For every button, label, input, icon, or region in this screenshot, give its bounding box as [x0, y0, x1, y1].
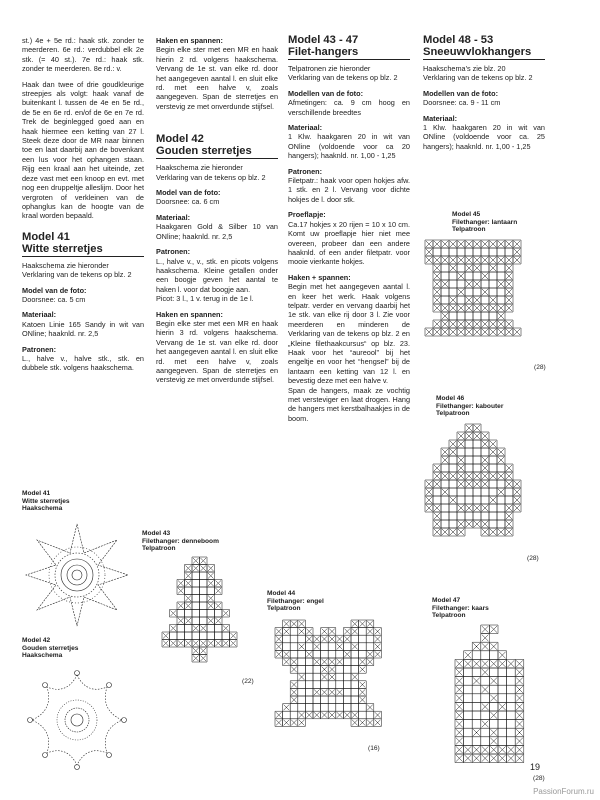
section-text: 1 Klw. haakgaren 20 in wit van ONline (voldoende voor ca. 25 hangers); haaknld. nr. 1,00 - 1,25: [423, 123, 545, 151]
intro-line: Haakschema's zie blz. 20: [423, 64, 506, 73]
section-label: Model van de foto:: [156, 188, 221, 198]
caption-line: Gouden sterretjes: [22, 644, 79, 652]
section-text: L., halve v., halve stk., stk. en dubbele stk. volgens haakschema.: [22, 353, 144, 373]
section-label: Patronen:: [22, 344, 57, 354]
filet-chart-model-46: [425, 424, 521, 564]
model-heading: [423, 34, 545, 60]
intro-line: Verklaring van de tekens op blz. 2: [423, 73, 533, 83]
section-text: Ca.17 hokjes x 20 rijen = 10 x 10 cm. Komt uw proeflapje hier niet mee overeen, probeer dan een andere haaknld. of een ander filetpatr. voor mooie vierkante hokjes.: [288, 219, 410, 267]
caption-line: Filethanger: kaars: [432, 604, 489, 612]
page-number: 19: [529, 762, 540, 772]
model-subtitle: Sneeuwvlokhangers: [423, 46, 545, 60]
section-text: Begin elke ster met een MR en haak hierin 2 rd. volgens haakschema. Vervang de 1e st. van elke rd. door het aangegeven aantal l. en sluit elke rd. met een halve v, zoals aangegeven. Span de sterretjes en verstevig ze met onverdunde stijfsel.: [156, 45, 278, 111]
section-text: Doorsnee: ca. 5 cm: [22, 294, 86, 304]
section-label: Materiaal:: [423, 113, 458, 123]
column-3: [288, 34, 410, 429]
model-title: Model 42: [156, 133, 204, 146]
section-text: Begin elke ster met een MR en haak hierin 3 rd. volgens haakschema. Vervang de 1e st. van elke rd. door het aangegeven aantal l. en sluit elke rd. met een halve v, zoals aangegeven. Span de sterretjes en verstevig ze met onverdunde stijfsel.: [156, 318, 278, 385]
section-text: Begin met het aangegeven aantal l. en keer het werk. Haak volgens telpatr. verder en vervang daarbij het 1e stk. van elke rij door 3 l. Zie voor meerderen en minderen de Verklaring van de tekens op blz. 2 en „Kleine filethaakcursus“ op blz. 23. Haak voor het “aureool” bij het engeltje en voor het “hengsel” bij de lantaarn een ketting van 12 l. en bevestig deze met een halve v.: [288, 282, 410, 386]
section-label: Patronen:: [288, 166, 323, 176]
model-title: Model 48 - 53: [423, 34, 494, 46]
stitch-count-46: (28): [527, 555, 539, 562]
section-text: Filetpatr.: haak voor open hokjes afw. 1 stk. en 2 l. Vervang voor dichte hokjes de l. door stk.: [288, 176, 410, 204]
caption-line: Model 41: [22, 490, 51, 497]
caption-line: Model 46: [436, 395, 465, 402]
star-diagram-model-42: [22, 665, 132, 775]
stitch-count-45: (28): [534, 364, 546, 371]
caption-line: Model 45: [452, 211, 481, 218]
section-label: Materiaal:: [288, 123, 323, 133]
section-label: Patronen:: [156, 247, 191, 257]
caption-line: Model 43: [142, 530, 171, 537]
caption-line: Telpatroon: [432, 612, 466, 620]
column-2: [156, 36, 278, 391]
section-text: 1 Klw. haakgaren 20 in wit van ONline (voldoende voor ca 20 hangers); haaknld. nr. 1,00 - 1,25: [288, 132, 410, 161]
model-subtitle: Witte sterretjes: [22, 243, 144, 257]
section-text: Katoen Linie 165 Sandy in wit van ONline; haaknld. nr. 2,5: [22, 319, 144, 339]
model-title: Model 43 - 47: [288, 34, 359, 46]
model-subtitle: Gouden sterretjes: [156, 145, 278, 159]
caption-line: Haakschema: [22, 652, 63, 660]
caption-model-47: [432, 597, 489, 620]
model-heading: [156, 133, 278, 159]
model-heading: [22, 231, 144, 257]
section-label: Haken en spannen:: [156, 36, 223, 45]
intro-line: Verklaring van de tekens op blz. 2: [288, 73, 398, 83]
model-subtitle: Filet-hangers: [288, 46, 410, 60]
caption-line: Filethanger: engel: [267, 597, 324, 605]
section-label: Haken + spannen:: [288, 272, 351, 282]
section-label: Modellen van de foto:: [288, 88, 363, 98]
section-label: Materiaal:: [22, 310, 57, 320]
section-text: Doorsnee: ca. 9 - 11 cm: [423, 98, 501, 108]
intro-line: Haakschema zie hieronder: [156, 163, 243, 173]
column-1: [22, 36, 144, 379]
filet-chart-model-44: [275, 620, 385, 755]
section-text: Afmetingen: ca. 9 cm hoog en verschillende breedtes: [288, 98, 410, 117]
stitch-count-44: (16): [368, 745, 380, 752]
caption-line: Witte sterretjes: [22, 497, 70, 505]
stitch-count-47: (28): [533, 775, 545, 782]
section-text: L., halve v., v., stk. en picots volgens haakschema. Kleine getallen onder een boogje geven het aantal te haken l. voor dat boogje aan.: [156, 256, 278, 294]
intro-line: Haakschema zie hieronder: [22, 260, 109, 270]
filet-chart-model-45: [425, 240, 521, 368]
caption-line: Telpatroon: [452, 226, 486, 234]
model-title: Model 41: [22, 230, 70, 243]
filet-chart-model-43: [162, 557, 238, 687]
column-4: [423, 34, 545, 157]
caption-model-46: [436, 395, 503, 418]
paragraph: st.) 4e + 5e rd.: haak stk. zonder te meerderen. 6e rd.: verdubbel elk 2e stk. (= 40 st.). 7e rd.: haak stk. zonder te meerderen. 8e rd.: v.: [22, 36, 144, 74]
caption-model-42: [22, 637, 78, 660]
section-label: Haken en spannen:: [156, 309, 223, 319]
caption-line: Telpatroon: [267, 605, 301, 613]
section-text: Doorsnee: ca. 6 cm: [156, 197, 220, 207]
caption-line: Haakschema: [22, 505, 63, 513]
caption-line: Telpatroon: [436, 410, 470, 418]
section-label: Modellen van de foto:: [423, 88, 498, 98]
intro-line: Verklaring van de tekens op blz. 2: [156, 172, 266, 182]
caption-line: Filethanger: lantaarn: [452, 218, 518, 226]
caption-line: Model 42: [22, 637, 51, 644]
caption-line: Telpatroon: [142, 545, 176, 553]
stitch-count-43: (22): [242, 678, 254, 685]
caption-model-45: [452, 211, 517, 234]
section-text: Haakgaren Gold & Silber 10 van ONline; haaknld. nr. 2,5: [156, 222, 278, 241]
section-text: Span de hangers, maak ze vochtig met versteviger en laat drogen. Hang de hangers met kerstbalhaakjes in de boom.: [288, 385, 410, 423]
caption-model-44: [267, 590, 324, 613]
caption-line: Model 47: [432, 597, 461, 604]
section-label: Model van de foto:: [22, 285, 87, 295]
section-label: Proeflapje:: [288, 210, 326, 220]
intro-line: Telpatronen zie hieronder: [288, 64, 371, 73]
caption-line: Filethanger: kabouter: [436, 402, 504, 410]
intro-line: Verklaring van de tekens op blz. 2: [22, 270, 132, 280]
filet-chart-model-47: [455, 625, 525, 785]
star-diagram-model-41: [22, 520, 132, 630]
caption-line: Filethanger: denneboom: [142, 537, 219, 545]
paragraph: Haak dan twee of drie goudkleurige streepjes als volgt: haak vanaf de buitenkant l. tussen de 4e en 5e rd., de 5e en 6e rd. en/of de 6e en 7e rd. Trek de beginlegged goed aan en haak hiermee een ketting van 27 l. Steek deze door de MR naar binnen toe en laat daarbij aan de bovenkant een lus voor het ophangen staan. Rijg een kraal aan het uiteinde, zet deze vast met een knoop en evt. met nog een druppeltje alleslijm. Door het vergroten of verkleinen van de ophanglus kan de hoogte van de kraal worden bepaald.: [22, 79, 144, 221]
caption-model-43: [142, 530, 219, 553]
watermark: PassionForum.ru: [533, 787, 594, 796]
section-label: Materiaal:: [156, 212, 191, 222]
caption-line: Model 44: [267, 590, 296, 597]
caption-model-41: [22, 490, 70, 513]
section-text: Picot: 3 l., 1 v. terug in de 1e l.: [156, 294, 254, 304]
model-heading: [288, 34, 410, 60]
